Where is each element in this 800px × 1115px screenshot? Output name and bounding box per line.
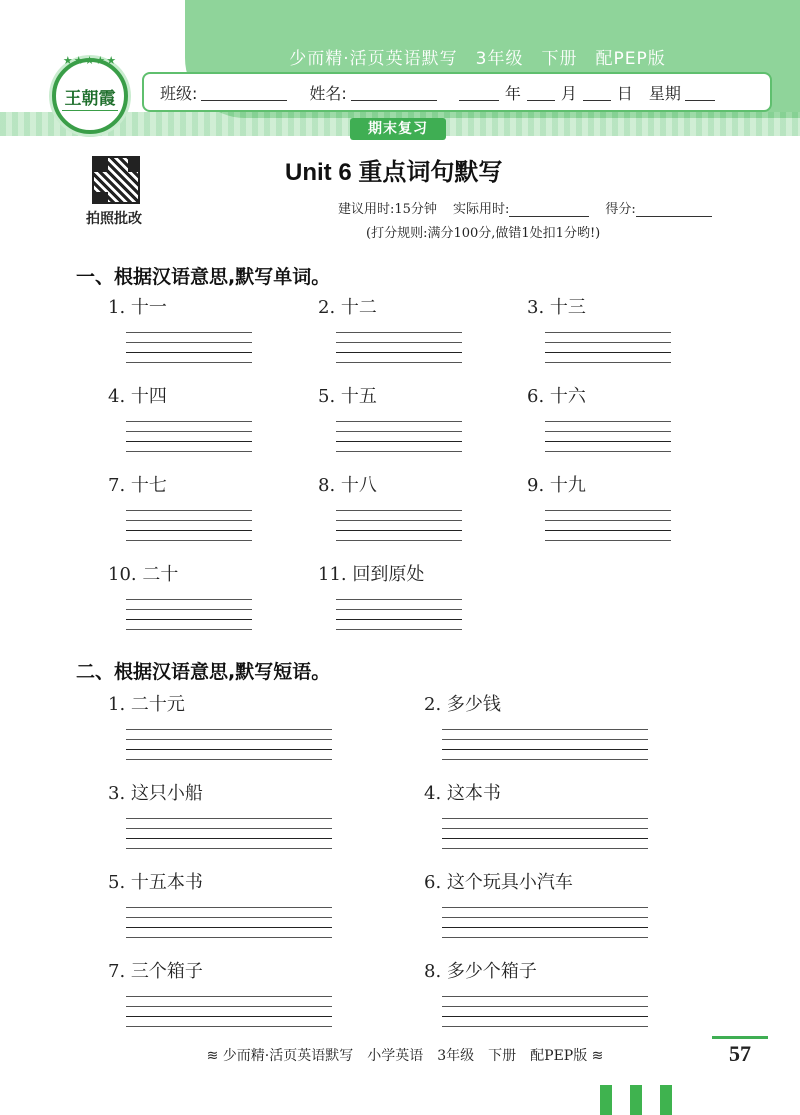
scoring-rule: (打分规则:满分100分,做错1处扣1分哟!): [366, 226, 601, 241]
writing-lines[interactable]: [336, 501, 462, 541]
word-prompt: 7. 十七: [108, 475, 167, 496]
writing-lines[interactable]: [336, 590, 462, 630]
word-item: [108, 560, 252, 630]
name-field[interactable]: [351, 83, 437, 101]
score-label: 得分:: [605, 202, 636, 217]
weekday-label: 星期: [648, 83, 681, 103]
section1-title: 一、根据汉语意思,默写单词。: [76, 266, 331, 288]
word-item: [108, 471, 252, 541]
word-item: [527, 471, 671, 541]
writing-lines[interactable]: [126, 987, 332, 1027]
year-label: 年: [504, 83, 521, 103]
word-prompt: 5. 十五: [318, 386, 377, 407]
phrase-prompt: 1. 二十元: [108, 694, 185, 715]
month-field[interactable]: [527, 83, 555, 101]
phrase-prompt: 2. 多少钱: [424, 694, 501, 715]
phrase-prompt: 6. 这个玩具小汽车: [424, 872, 573, 893]
word-item: [108, 293, 252, 363]
writing-lines[interactable]: [442, 720, 648, 760]
phrase-item: [108, 690, 332, 760]
phrase-item: [424, 957, 648, 1027]
word-prompt: 10. 二十: [108, 564, 179, 585]
student-info-bar: [142, 72, 772, 112]
footer-bar-decoration: [600, 1085, 612, 1115]
writing-lines[interactable]: [126, 590, 252, 630]
phrase-prompt: 7. 三个箱子: [108, 961, 203, 982]
name-label: 姓名:: [309, 83, 347, 103]
year-field[interactable]: [459, 83, 499, 101]
writing-lines[interactable]: [126, 720, 332, 760]
phrase-prompt: 5. 十五本书: [108, 872, 203, 893]
writing-lines[interactable]: [126, 323, 252, 363]
review-tag: 期末复习: [350, 118, 446, 140]
page-title: Unit 6 重点词句默写: [285, 159, 503, 186]
writing-lines[interactable]: [545, 501, 671, 541]
section2-title: 二、根据汉语意思,默写短语。: [76, 661, 331, 683]
month-label: 月: [560, 83, 577, 103]
word-prompt: 8. 十八: [318, 475, 377, 496]
word-prompt: 3. 十三: [527, 297, 586, 318]
word-item: [318, 293, 462, 363]
phrase-prompt: 8. 多少个箱子: [424, 961, 537, 982]
word-item: [527, 293, 671, 363]
score-field[interactable]: [636, 203, 712, 217]
qr-code-icon[interactable]: [92, 156, 140, 204]
writing-lines[interactable]: [442, 809, 648, 849]
logo-text: 王朝霞: [64, 89, 116, 109]
day-field[interactable]: [583, 83, 611, 101]
writing-lines[interactable]: [336, 412, 462, 452]
writing-lines[interactable]: [126, 809, 332, 849]
writing-lines[interactable]: [126, 501, 252, 541]
writing-lines[interactable]: [442, 898, 648, 938]
word-item: [318, 560, 462, 630]
phrase-item: [108, 779, 332, 849]
word-item: [318, 471, 462, 541]
footer-text: ≋ 少而精·活页英语默写 小学英语 3年级 下册 配PEP版 ≋: [206, 1048, 604, 1064]
word-prompt: 1. 十一: [108, 297, 167, 318]
phrase-item: [424, 690, 648, 760]
word-prompt: 11. 回到原处: [318, 564, 425, 585]
page-number: 57: [712, 1036, 768, 1068]
class-field[interactable]: [201, 83, 287, 101]
class-label: 班级:: [160, 83, 198, 103]
footer-bar-decoration: [660, 1085, 672, 1115]
actual-time-label: 实际用时:: [452, 202, 510, 217]
word-item: [527, 382, 671, 452]
word-prompt: 6. 十六: [527, 386, 586, 407]
phrase-item: [424, 779, 648, 849]
word-item: [108, 382, 252, 452]
weekday-field[interactable]: [685, 83, 715, 101]
writing-lines[interactable]: [126, 412, 252, 452]
footer-bar-decoration: [630, 1085, 642, 1115]
writing-lines[interactable]: [545, 412, 671, 452]
qr-label: 拍照批改: [86, 211, 142, 227]
word-prompt: 2. 十二: [318, 297, 377, 318]
writing-lines[interactable]: [442, 987, 648, 1027]
word-prompt: 9. 十九: [527, 475, 586, 496]
day-label: 日: [616, 83, 633, 103]
phrase-prompt: 4. 这本书: [424, 783, 501, 804]
writing-lines[interactable]: [336, 323, 462, 363]
actual-time-field[interactable]: [509, 203, 589, 217]
time-score-line: [338, 198, 712, 217]
brand-logo: [52, 54, 128, 134]
stars-icon: ★★★★★: [62, 54, 118, 67]
word-item: [318, 382, 462, 452]
phrase-prompt: 3. 这只小船: [108, 783, 203, 804]
phrase-item: [108, 957, 332, 1027]
writing-lines[interactable]: [545, 323, 671, 363]
writing-lines[interactable]: [126, 898, 332, 938]
phrase-item: [424, 868, 648, 938]
suggested-time: 建议用时:15分钟: [338, 202, 437, 217]
word-prompt: 4. 十四: [108, 386, 167, 407]
phrase-item: [108, 868, 332, 938]
series-title: 少而精·活页英语默写 3年级 下册 配PEP版: [289, 49, 666, 69]
